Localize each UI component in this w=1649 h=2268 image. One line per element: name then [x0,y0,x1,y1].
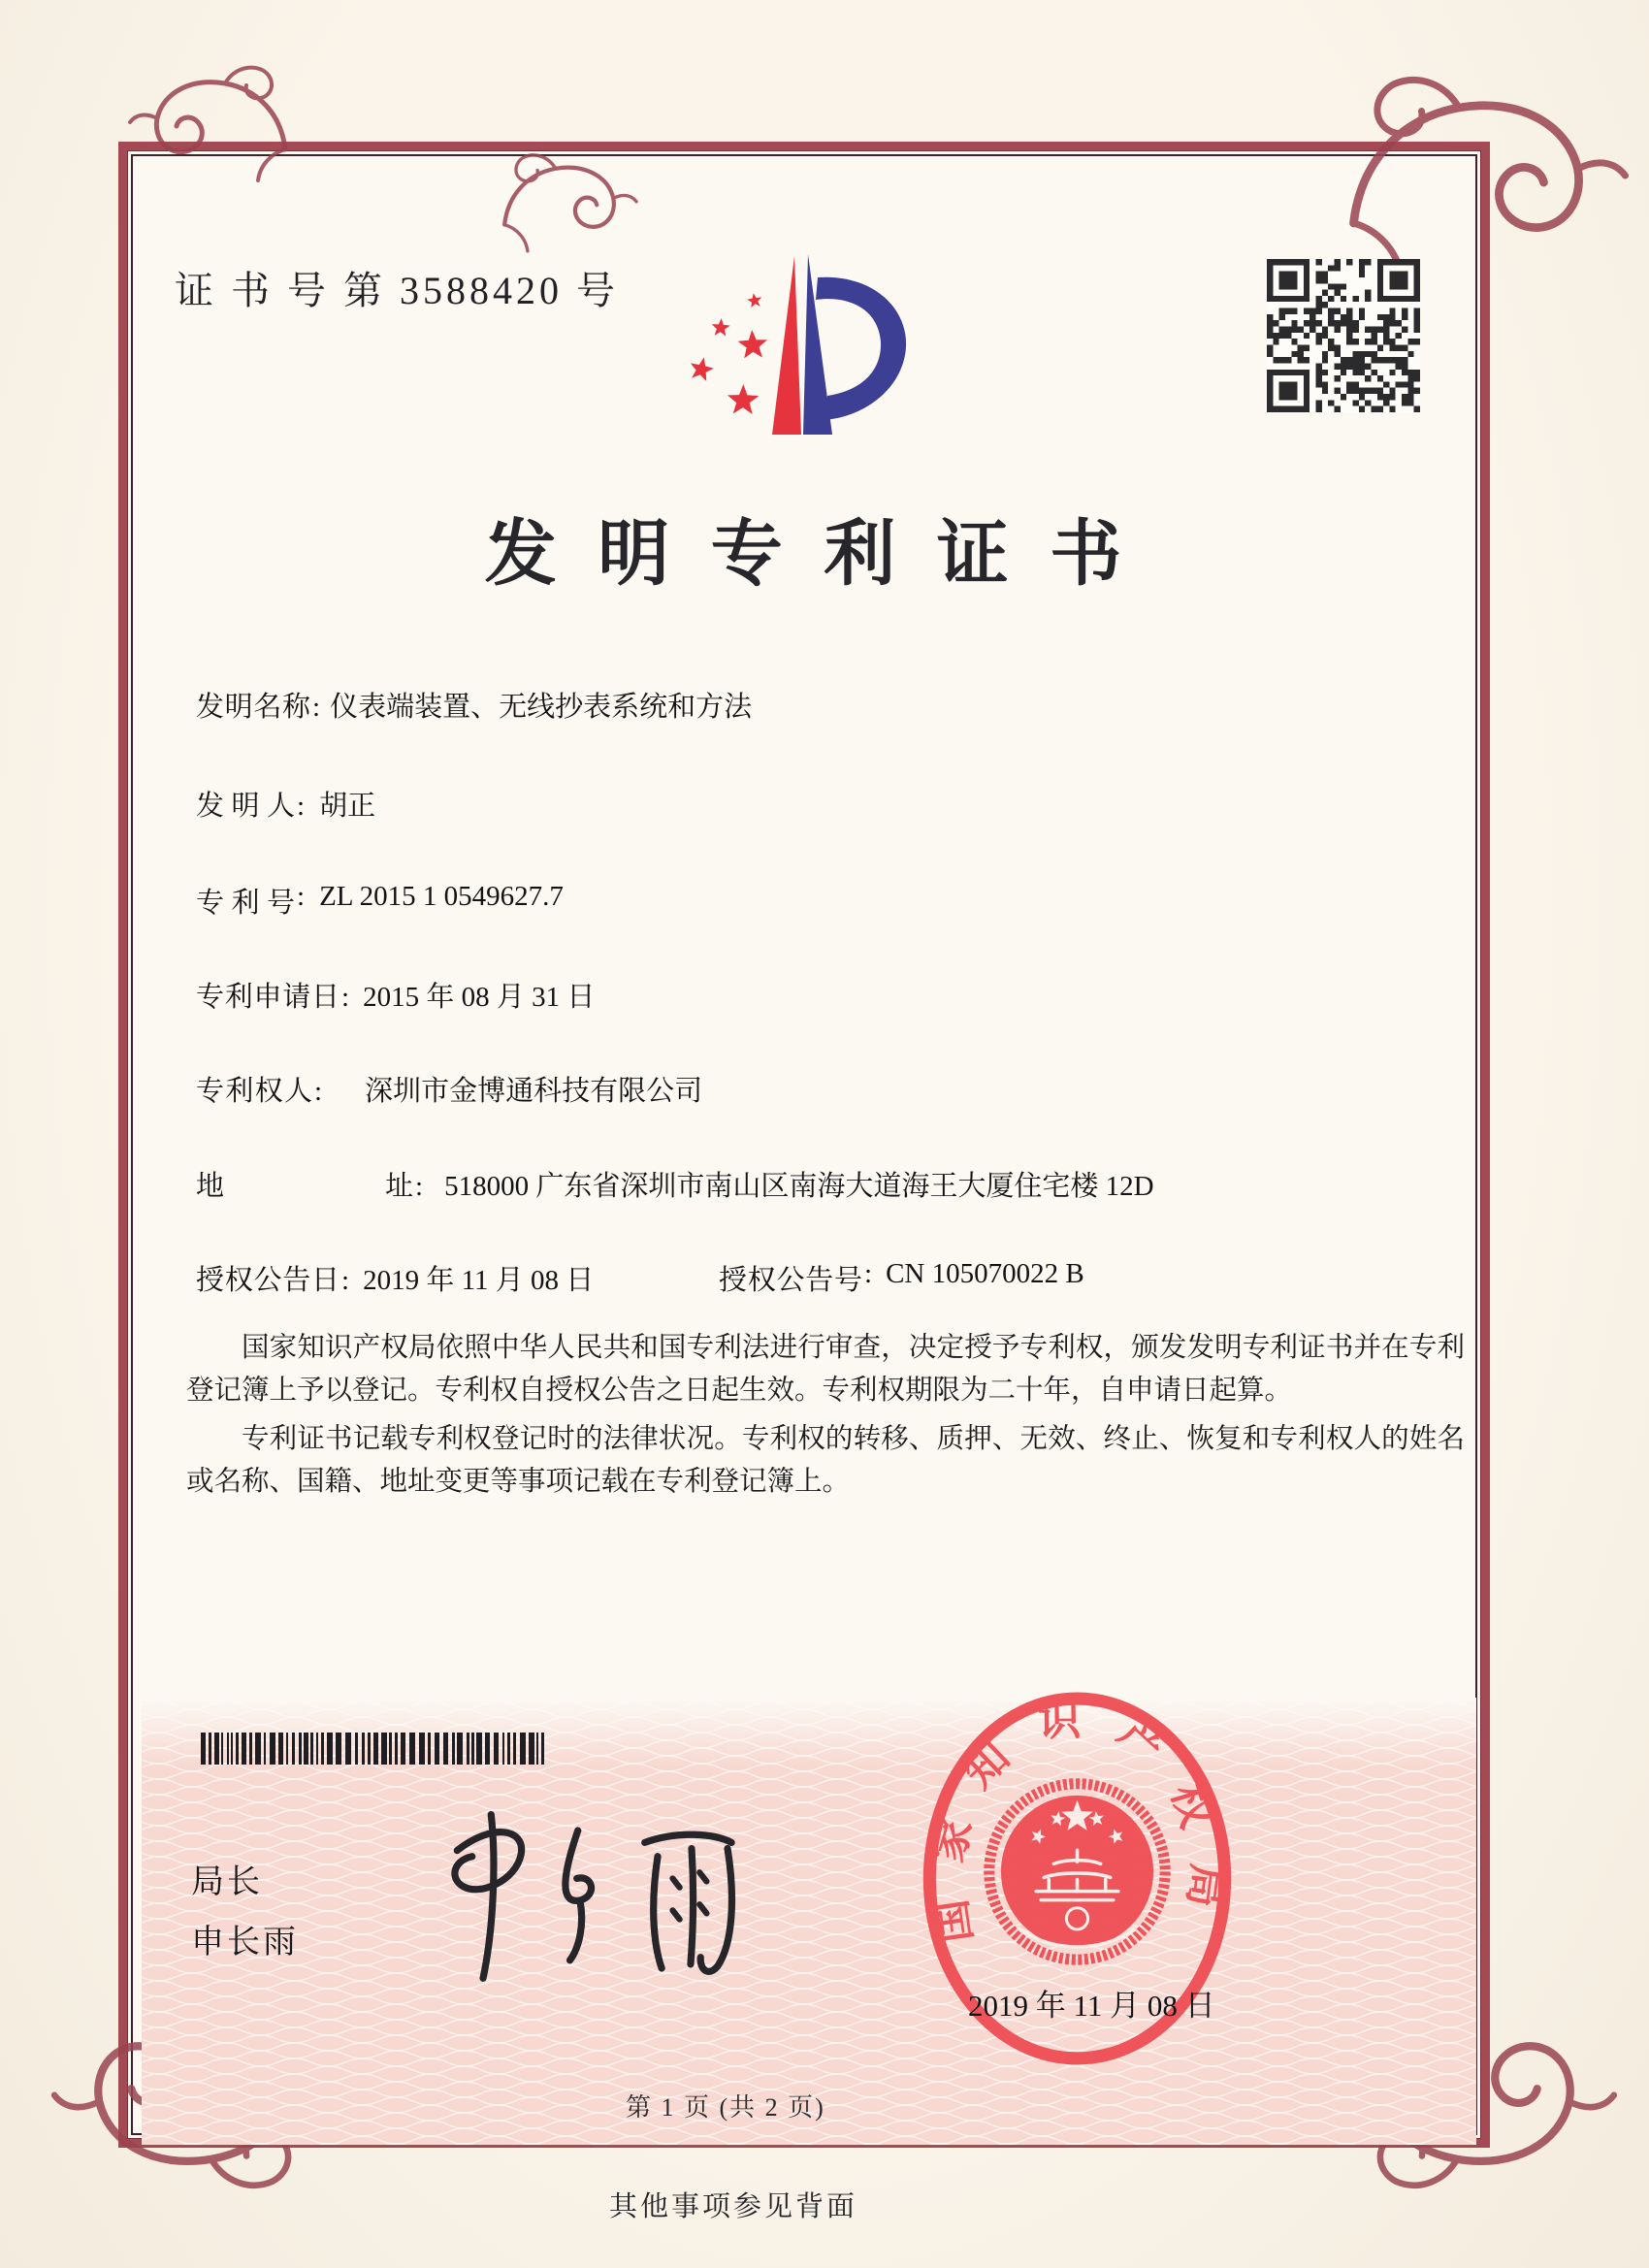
field-row-patentee [196,1069,702,1109]
field-row-inventor [196,784,375,824]
field-value: 2015 年 08 月 31 日 [363,982,596,1013]
field-value: 2019 年 11 月 08 日 [363,1265,595,1296]
field-row-filing-date [196,975,595,1015]
field-value: 胡正 [319,791,376,822]
legal-text-block [186,1327,1465,1509]
label-colon: : [314,1076,323,1107]
legal-paragraph: 国家知识产权局依照中华人民共和国专利法进行审查，决定授予专利权，颁发发明专利证书并在专利登记簿上予以登记。专利权自授权公告之日起生效。专利权期限为二十年，自申请日起算。 [186,1333,1465,1406]
officer-title: 局长 [191,1864,263,1900]
seal-date: 2019 年 11 月 08 日 [968,1989,1215,2023]
field-row-address [196,1164,1154,1204]
back-side-note: 其他事项参见背面 [609,2191,858,2222]
label-colon: : [297,881,306,912]
field-group-grant-number [719,1258,1084,1298]
legal-paragraph: 专利证书记载专利权登记时的法律状况。专利权的转移、质押、无效、终止、恢复和专利权人的姓名或名称、国籍、地址变更等事项记载在专利登记簿上。 [186,1424,1465,1497]
field-label: 发明名称 [196,692,310,723]
cnipa-logo [672,248,915,442]
field-label: 专利权人 [196,1076,312,1107]
field-value: ZL 2015 1 0549627.7 [319,881,564,912]
label-colon: : [297,791,306,822]
barcode [201,1733,546,1765]
field-row-invention-name [196,685,752,725]
seal-text: 国家知识产权局 [922,1695,1233,1947]
field-label: 授权公告日 [196,1265,340,1296]
label-colon: : [312,692,321,723]
label-colon: : [341,1265,350,1296]
field-value: 518000 广东省深圳市南山区南海大道海王大厦住宅楼 12D [444,1171,1154,1202]
field-row-grant [196,1258,1084,1298]
label-colon: : [415,1171,424,1202]
field-label: 专利申请日 [196,982,340,1013]
handwritten-signature [412,1804,761,1993]
label-colon: : [864,1258,873,1289]
guilloche-band [142,1695,1476,2145]
field-row-patent-number [196,881,564,921]
field-value: 深圳市金博通科技有限公司 [365,1076,703,1107]
officer-name: 申长雨 [191,1925,299,1960]
qr-code [1267,259,1420,412]
national-emblem [989,1784,1165,1960]
page-number: 第 1 页 (共 2 页) [626,2093,825,2122]
field-value: 仪表端装置、无线抄表系统和方法 [330,692,753,723]
field-label: 专利号 [196,888,295,919]
field-label: 地址 [196,1171,413,1202]
certificate-title: 发 明 专 利 证 书 [484,515,1134,595]
field-label: 发明人 [196,791,295,822]
label-colon: : [341,982,350,1013]
field-value: CN 105070022 B [886,1258,1084,1289]
certificate-number: 证 书 号 第 3588420 号 [175,269,619,312]
field-label: 授权公告号 [719,1265,862,1296]
